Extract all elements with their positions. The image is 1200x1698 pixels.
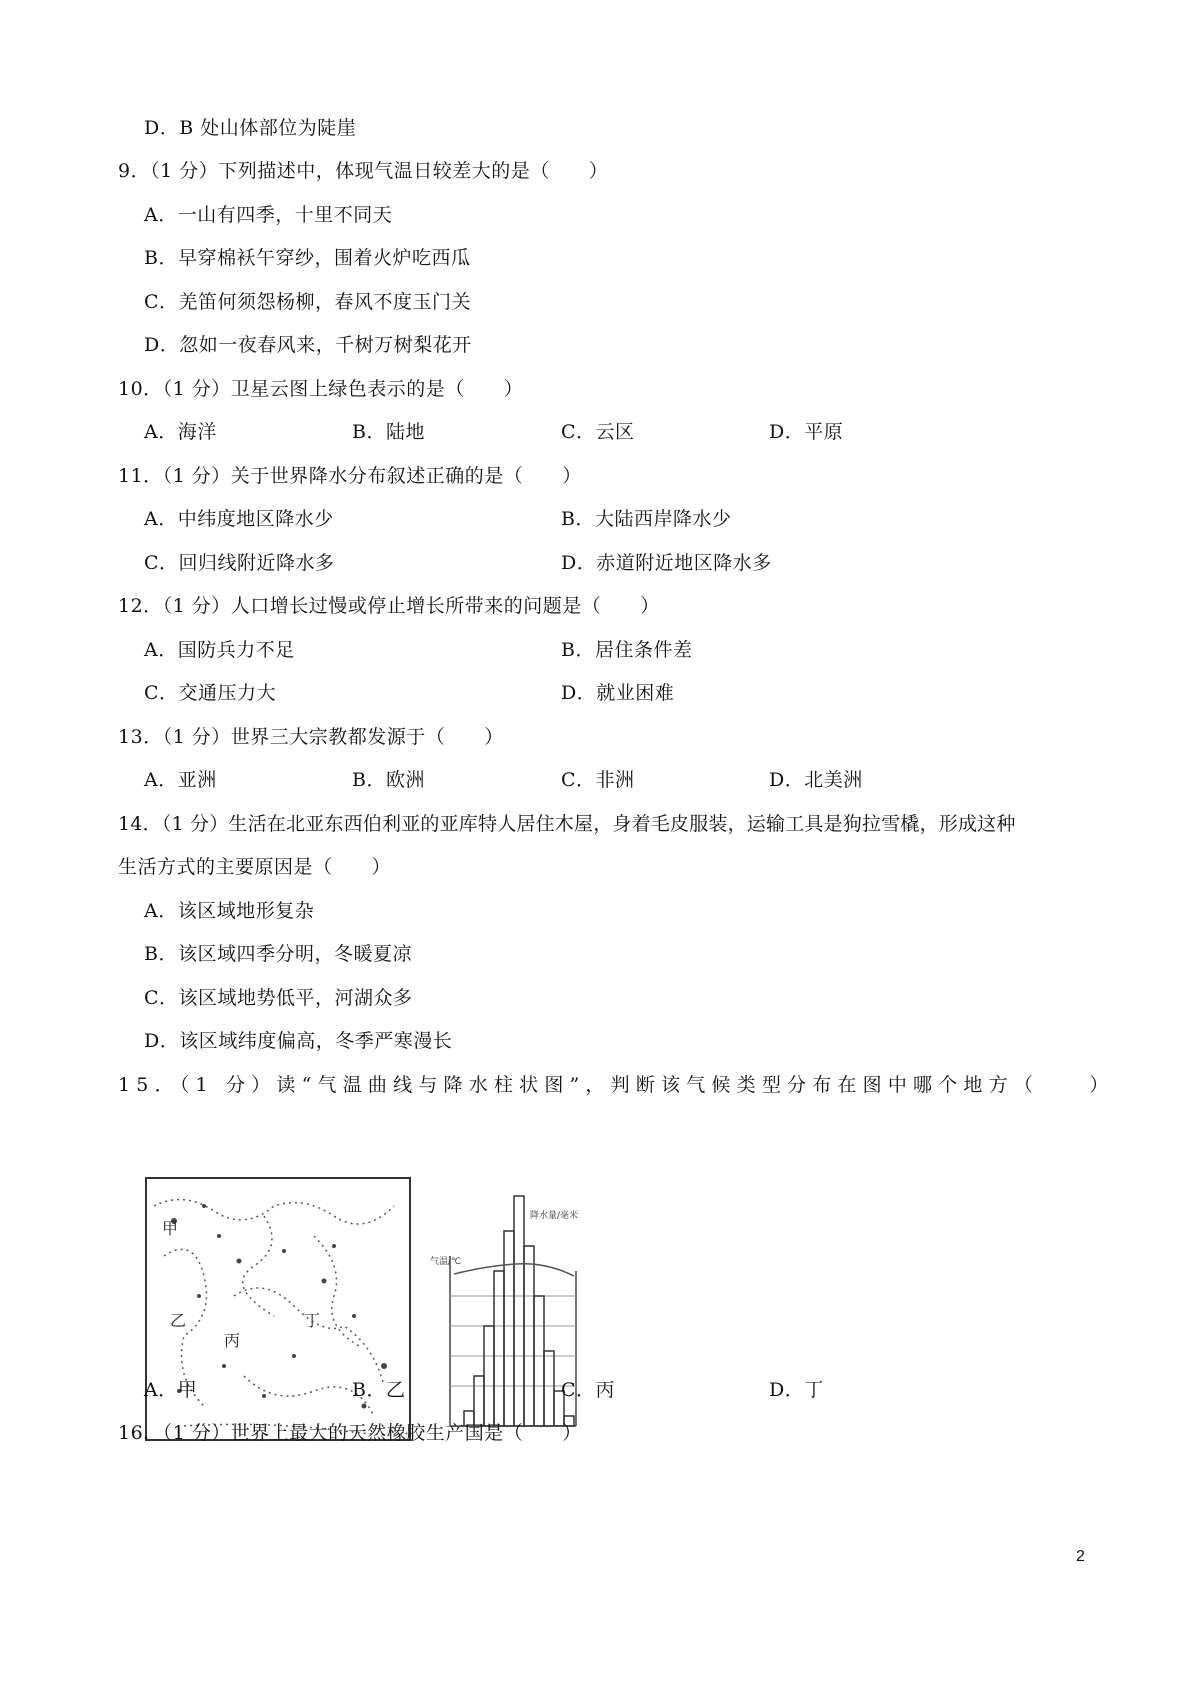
question-14: 14．（1 分）生活在北亚东西伯利亚的亚库特人居住木屋，身着毛皮服装，运输工具是狗拉雪橇，形成这种 (118, 813, 1016, 835)
page-number: 2 (1076, 1548, 1085, 1565)
q15-option-c: C．丙 (561, 1379, 616, 1401)
q15-option-a: A．甲 (144, 1379, 198, 1401)
question-15: 15．（1 分）读“气温曲线与降水柱状图”，判断该气候类型分布在图中哪个地方（ ） (118, 1074, 1115, 1096)
climate-chart-figure (426, 1176, 626, 1446)
q8-option-d: D．B 处山体部位为陡崖 (144, 117, 357, 139)
q13-option-b: B．欧洲 (352, 769, 425, 791)
chart-ylabel: 气温/℃ (430, 1257, 462, 1267)
map-label-bing: 丙 (224, 1331, 241, 1350)
q9-option-b: B．早穿棉袄午穿纱，围着火炉吃西瓜 (144, 247, 471, 269)
world-map-figure (144, 1176, 412, 1446)
chart-header: 降水量/毫米 (530, 1211, 579, 1221)
question-9: 9．（1 分）下列描述中，体现气温日较差大的是（ ） (118, 160, 609, 182)
q10-option-d: D．平原 (769, 421, 844, 443)
q12-option-b: B．居住条件差 (561, 639, 693, 661)
q12-option-c: C．交通压力大 (144, 682, 277, 704)
q11-option-a: A．中纬度地区降水少 (144, 508, 334, 530)
map-label-yi: 乙 (170, 1311, 187, 1330)
q10-option-c: C．云区 (561, 421, 635, 443)
map-label-ding: 丁 (304, 1311, 321, 1330)
q13-option-a: A．亚洲 (144, 769, 217, 791)
q14-option-c: C．该区域地势低平，河湖众多 (144, 987, 413, 1009)
question-16: 16．（1 分）世界上最大的天然橡胶生产国是（ ） (118, 1422, 582, 1444)
q10-option-b: B．陆地 (352, 421, 425, 443)
q11-option-c: C．回归线附近降水多 (144, 552, 335, 574)
q14-option-d: D．该区域纬度偏高，冬季严寒漫长 (144, 1030, 453, 1052)
q15-option-d: D．丁 (769, 1379, 824, 1401)
question-14-continued: 生活方式的主要原因是（ ） (118, 856, 392, 878)
q12-option-d: D．就业困难 (561, 682, 675, 704)
q10-option-a: A．海洋 (144, 421, 217, 443)
question-11: 11．（1 分）关于世界降水分布叙述正确的是（ ） (118, 465, 582, 487)
q9-option-c: C．羌笛何须怨杨柳，春风不度玉门关 (144, 291, 472, 313)
question-13: 13．（1 分）世界三大宗教都发源于（ ） (118, 726, 504, 748)
q15-option-b: B．乙 (352, 1379, 406, 1401)
question-10: 10．（1 分）卫星云图上绿色表示的是（ ） (118, 378, 524, 400)
q14-option-b: B．该区域四季分明，冬暖夏凉 (144, 943, 412, 965)
q14-option-a: A．该区域地形复杂 (144, 900, 315, 922)
q9-option-a: A．一山有四季，十里不同天 (144, 204, 393, 226)
question-12: 12．（1 分）人口增长过慢或停止增长所带来的问题是（ ） (118, 595, 660, 617)
q13-option-c: C．非洲 (561, 769, 635, 791)
q13-option-d: D．北美洲 (769, 769, 863, 791)
q9-option-d: D．忽如一夜春风来，千树万树梨花开 (144, 334, 472, 356)
q11-option-d: D．赤道附近地区降水多 (561, 552, 772, 574)
q11-option-b: B．大陆西岸降水少 (561, 508, 732, 530)
map-label-jia: 甲 (162, 1219, 179, 1238)
q12-option-a: A．国防兵力不足 (144, 639, 295, 661)
